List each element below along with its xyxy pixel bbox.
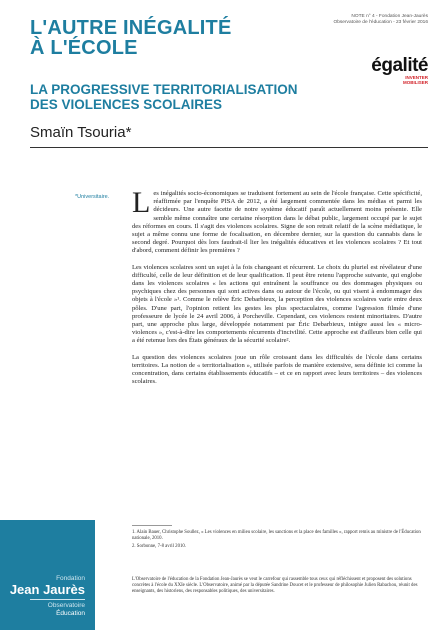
paragraph-1-text: es inégalités socio-économiques se traduisent fortement au sein de l'école française. Cette spécificité, réaffirmée par l'enquête PISA de 2012, a été largement commentée dans les médias et parmi les décideurs. Une autre facette de notre système éducatif paraît actuellement moins présente. Elle semble même connaître une certaine résorption dans le débat public, largement occupé par le sujet des réformes en cours. Il s'agit des violences scolaires. Signe de son retrait relatif de la scène médiatique, le sujet a même connu une forme de focalisation, en décembre dernier, sur la question du cannabis dans le second degré. Pourquoi dès lors faudrait-il lier les inégalités éducatives et les violences scolaires ? Et tout d'abord, comment définir les premières ? bbox=[132, 190, 422, 255]
note-meta-line-2: Observatoire de l'éducation - 23 février 2016 bbox=[333, 20, 428, 25]
egalite-logo bbox=[358, 56, 428, 85]
paragraph-1 bbox=[132, 186, 422, 256]
sidebar-fondation: Fondation bbox=[56, 575, 85, 582]
footnote-divider bbox=[132, 525, 172, 526]
title-line-1: L'AUTRE INÉGALITÉ bbox=[30, 17, 232, 39]
note-meta-line-1: NOTE n° 4 - Fondation Jean-Jaurès bbox=[351, 14, 428, 19]
footnotes bbox=[132, 530, 422, 552]
page-title bbox=[30, 18, 232, 58]
sidebar-observatoire: Observatoire bbox=[47, 602, 85, 609]
logo-word: égalité bbox=[371, 55, 428, 76]
logo-sub-2: MOBILISER bbox=[402, 80, 428, 85]
header-divider bbox=[30, 147, 428, 148]
footnote-1: 1. Alain Bauer, Christophe Soullez, « Les violences en milieu scolaire, les sanctions et la place des familles », rapport remis au ministre de l'Éducation nationale, 2010. bbox=[132, 530, 421, 541]
subtitle-line-1: LA PROGRESSIVE TERRITORIALISATION bbox=[30, 82, 298, 97]
article-body bbox=[132, 186, 422, 394]
paragraph-2: Les violences scolaires sont un sujet à la fois changeant et récurrent. Le choix du pluriel est révélateur d'une difficulté, celle de leur définition et de leur qualification. Il peut être retenu l'approche suivante, qui englobe dans les violences scolaires « les actions qui entraînent la souffrance ou des dommages physiques ou psychiques chez des personnes qui sont actives dans ou autour de l'école, ou qui visent à endommager des objets à l'école »¹. Comme le relève Éric Debarbieux, la perception des violences scolaires varie entre deux pôles. D'une part, l'opinion retient les gestes les plus spectaculaires, comme l'agression filmée d'une professeure de lycée le 24 avril 2006, à Porcheville. Cependant, ces violences restent minoritaires. D'autre part, une approche plus large, développée notamment par Éric Debarbieux, intègre aussi les « micro-violences », c'est-à-dire les comportements récurrents d'incivilité. Cette approche est d'ailleurs bien celle qui a été retenue lors des États généraux de la sécurité scolaire². bbox=[132, 263, 422, 345]
sidebar-jean-jaures: Jean Jaurès bbox=[9, 582, 85, 597]
footnote-2: 2. Sorbonne, 7-8 avril 2010. bbox=[132, 544, 186, 549]
title-line-2: À L'ÉCOLE bbox=[30, 37, 138, 59]
page-subtitle bbox=[30, 82, 298, 112]
author-affiliation: *Universitaire. bbox=[75, 194, 110, 200]
sidebar-education: Éducation bbox=[56, 610, 85, 617]
logo-sub-1: INVENTER bbox=[405, 75, 428, 80]
drop-cap: L bbox=[132, 186, 151, 219]
observatoire-about: L'Observatoire de l'éducation de la Fondation Jean-Jaurès se veut le carrefour qui rassemble tous ceux qui réfléchissent et proposent des solutions concrètes à l'école du XXIe siècle. L'Observatoire, animé par la députée Sandrine Doucet et le professeur de philosophie Julien Rabachou, réunit des enseignants, des historiens, des responsables politiques, des universitaires. bbox=[132, 577, 418, 595]
author-name: Smaïn Tsouria* bbox=[30, 124, 132, 141]
fondation-logo-block bbox=[0, 520, 95, 630]
note-meta bbox=[333, 14, 428, 26]
subtitle-line-2: DES VIOLENCES SCOLAIRES bbox=[30, 97, 223, 112]
paragraph-3: La question des violences scolaires joue un rôle croissant dans les difficultés de l'école dans certains territoires. La notion de « territorialisation », utilisée parfois de manière extensive, sera définie ici comme la concentration, dans certains établissements éducatifs – et ce en rapport avec leurs territoires – des violences scolaires. bbox=[132, 353, 422, 386]
sidebar-divider bbox=[30, 599, 85, 600]
